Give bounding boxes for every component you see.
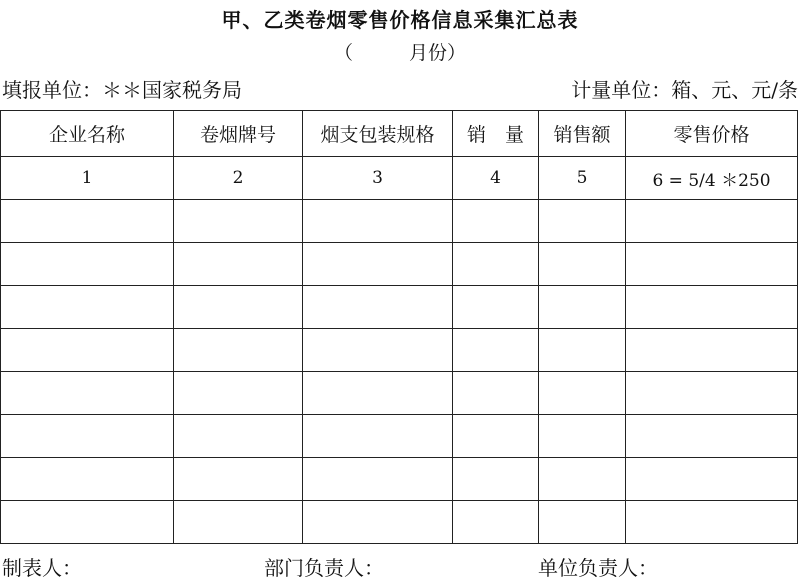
month-label: 月份） bbox=[409, 42, 467, 64]
header-packaging: 烟支包装规格 bbox=[303, 111, 453, 157]
unit-head-label: 单位负责人： bbox=[538, 556, 658, 580]
table-cell[interactable] bbox=[303, 286, 453, 329]
month-line bbox=[0, 38, 800, 65]
table-cell[interactable] bbox=[1, 501, 174, 544]
table-cell[interactable] bbox=[453, 329, 539, 372]
table-cell[interactable] bbox=[539, 286, 626, 329]
table-cell[interactable] bbox=[174, 415, 303, 458]
table-cell[interactable] bbox=[1, 200, 174, 243]
dept-head-label: 部门负责人： bbox=[264, 556, 384, 580]
header-retail-price: 零售价格 bbox=[626, 111, 798, 157]
table-cell[interactable] bbox=[1, 372, 174, 415]
table-cell[interactable] bbox=[626, 501, 798, 544]
table-cell[interactable] bbox=[303, 458, 453, 501]
table-cell[interactable] bbox=[303, 372, 453, 415]
table-cell[interactable] bbox=[174, 329, 303, 372]
column-index: 3 bbox=[303, 157, 453, 200]
preparer-label: 制表人： bbox=[2, 556, 82, 580]
table-cell[interactable] bbox=[1, 458, 174, 501]
table-cell[interactable] bbox=[539, 329, 626, 372]
table-cell[interactable] bbox=[539, 200, 626, 243]
month-open-paren: （ bbox=[333, 42, 353, 64]
table-cell[interactable] bbox=[453, 501, 539, 544]
table-cell[interactable] bbox=[174, 372, 303, 415]
table-cell[interactable] bbox=[626, 329, 798, 372]
table-row bbox=[1, 243, 798, 286]
column-index: 5 bbox=[539, 157, 626, 200]
table-cell[interactable] bbox=[539, 243, 626, 286]
column-index-row bbox=[1, 157, 798, 200]
measure-units: 计量单位：箱、元、元/条 bbox=[571, 78, 798, 102]
header-company: 企业名称 bbox=[1, 111, 174, 157]
table-cell[interactable] bbox=[453, 458, 539, 501]
table-cell[interactable] bbox=[1, 243, 174, 286]
column-index: 6 = 5/4 ＊250 bbox=[626, 157, 798, 200]
table-cell[interactable] bbox=[626, 243, 798, 286]
form-title: 甲、乙类卷烟零售价格信息采集汇总表 bbox=[221, 8, 579, 32]
table-cell[interactable] bbox=[453, 415, 539, 458]
table-row bbox=[1, 415, 798, 458]
summary-table bbox=[0, 110, 798, 544]
header-volume: 销 量 bbox=[453, 111, 539, 157]
table-cell[interactable] bbox=[303, 329, 453, 372]
table-cell[interactable] bbox=[539, 458, 626, 501]
table-cell[interactable] bbox=[303, 200, 453, 243]
header-row bbox=[1, 111, 798, 157]
column-index: 4 bbox=[453, 157, 539, 200]
table-cell[interactable] bbox=[1, 415, 174, 458]
header-sales-amount: 销售额 bbox=[539, 111, 626, 157]
table-cell[interactable] bbox=[303, 501, 453, 544]
table-cell[interactable] bbox=[453, 286, 539, 329]
table-cell[interactable] bbox=[539, 372, 626, 415]
column-index: 2 bbox=[174, 157, 303, 200]
table-cell[interactable] bbox=[174, 243, 303, 286]
table-cell[interactable] bbox=[174, 458, 303, 501]
table-row bbox=[1, 200, 798, 243]
table-cell[interactable] bbox=[174, 501, 303, 544]
table-row bbox=[1, 501, 798, 544]
header-brand: 卷烟牌号 bbox=[174, 111, 303, 157]
table-cell[interactable] bbox=[626, 415, 798, 458]
table-row bbox=[1, 458, 798, 501]
table-cell[interactable] bbox=[303, 415, 453, 458]
table-row bbox=[1, 286, 798, 329]
table-cell[interactable] bbox=[174, 200, 303, 243]
table-row bbox=[1, 372, 798, 415]
table-cell[interactable] bbox=[1, 286, 174, 329]
table-cell[interactable] bbox=[626, 372, 798, 415]
table-cell[interactable] bbox=[539, 415, 626, 458]
table-cell[interactable] bbox=[626, 458, 798, 501]
filling-unit: 填报单位：＊＊国家税务局 bbox=[2, 78, 242, 102]
table-cell[interactable] bbox=[1, 329, 174, 372]
table-cell[interactable] bbox=[539, 501, 626, 544]
table-cell[interactable] bbox=[174, 286, 303, 329]
column-index: 1 bbox=[1, 157, 174, 200]
table-cell[interactable] bbox=[626, 200, 798, 243]
table-row bbox=[1, 329, 798, 372]
table-cell[interactable] bbox=[303, 243, 453, 286]
table-cell[interactable] bbox=[453, 372, 539, 415]
table-cell[interactable] bbox=[626, 286, 798, 329]
table-cell[interactable] bbox=[453, 200, 539, 243]
table-cell[interactable] bbox=[453, 243, 539, 286]
